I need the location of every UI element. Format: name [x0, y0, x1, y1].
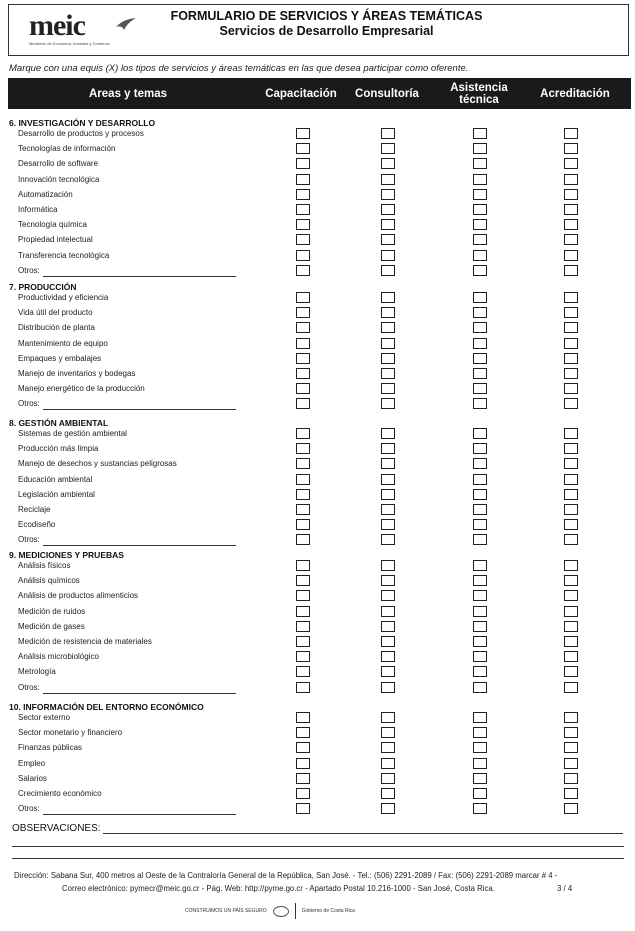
checkbox-asistencia[interactable]: [473, 265, 487, 276]
row-label: Ecodiseño: [18, 520, 56, 530]
checkbox-asistencia[interactable]: [473, 398, 487, 409]
form-row: [0, 504, 635, 519]
row-label: Empaques y embalajes: [18, 353, 102, 363]
row-label: Medición de gases: [18, 621, 85, 631]
row-label: Sector monetario y financiero: [18, 728, 123, 738]
government-emblem-icon: [273, 906, 289, 917]
checkbox-acreditacion[interactable]: [564, 338, 578, 349]
form-row: [0, 773, 635, 788]
row-label: Tecnología química: [18, 220, 87, 230]
checkbox-acreditacion[interactable]: [564, 458, 578, 469]
row-label: Automatización: [18, 189, 73, 199]
section-title: 7. PRODUCCIÓN: [9, 282, 77, 292]
checkbox-acreditacion[interactable]: [564, 803, 578, 814]
checkbox-consultoria[interactable]: [381, 489, 395, 500]
form-row: [0, 651, 635, 666]
row-label: Análisis físicos: [18, 561, 71, 570]
page-title: FORMULARIO DE SERVICIOS Y ÁREAS TEMÁTICAS: [170, 9, 483, 23]
form-row: [0, 712, 635, 727]
observaciones-line: [103, 833, 623, 834]
checkbox-asistencia[interactable]: [473, 682, 487, 693]
row-label: Informática: [18, 205, 58, 214]
form-row: [0, 636, 635, 651]
footer-government: Gobierno de Costa Rica: [301, 908, 355, 914]
checkbox-asistencia[interactable]: [473, 428, 487, 439]
checkbox-consultoria[interactable]: [381, 758, 395, 769]
checkbox-acreditacion[interactable]: [564, 758, 578, 769]
checkbox-consultoria[interactable]: [381, 322, 395, 333]
form-row: [0, 560, 635, 575]
checkbox-capacitacion[interactable]: [296, 189, 310, 200]
checkbox-asistencia[interactable]: [473, 727, 487, 738]
checkbox-capacitacion[interactable]: [296, 443, 310, 454]
checkbox-capacitacion[interactable]: [296, 560, 310, 571]
otros-input-line[interactable]: [43, 409, 236, 410]
checkbox-capacitacion[interactable]: [296, 712, 310, 723]
row-label: Otros:: [18, 399, 40, 409]
checkbox-capacitacion[interactable]: [296, 534, 310, 545]
checkbox-consultoria[interactable]: [381, 219, 395, 230]
form-row: [0, 803, 635, 818]
checkbox-acreditacion[interactable]: [564, 143, 578, 154]
checkbox-consultoria[interactable]: [381, 368, 395, 379]
divider: [295, 903, 296, 919]
row-label: Análisis de productos alimenticios: [18, 591, 139, 601]
form-row: [0, 353, 635, 368]
row-label: Manejo de desechos y sustancias peligrosas: [18, 459, 177, 469]
checkbox-asistencia[interactable]: [473, 773, 487, 784]
checkbox-capacitacion[interactable]: [296, 621, 310, 632]
checkbox-consultoria[interactable]: [381, 428, 395, 439]
checkbox-capacitacion[interactable]: [296, 143, 310, 154]
checkbox-asistencia[interactable]: [473, 143, 487, 154]
checkbox-asistencia[interactable]: [473, 651, 487, 662]
form-row: [0, 307, 635, 322]
form-row: [0, 458, 635, 473]
otros-input-line[interactable]: [43, 814, 236, 815]
checkbox-asistencia[interactable]: [473, 489, 487, 500]
checkbox-consultoria[interactable]: [381, 443, 395, 454]
checkbox-acreditacion[interactable]: [564, 636, 578, 647]
form-row: [0, 621, 635, 636]
form-row: [0, 428, 635, 443]
checkbox-capacitacion[interactable]: [296, 590, 310, 601]
row-label: Productividad y eficiencia: [18, 293, 109, 302]
checkbox-capacitacion[interactable]: [296, 682, 310, 693]
form-row: [0, 322, 635, 337]
checkbox-consultoria[interactable]: [381, 742, 395, 753]
checkbox-consultoria[interactable]: [381, 788, 395, 799]
checkbox-consultoria[interactable]: [381, 143, 395, 154]
form-row: [0, 682, 635, 697]
checkbox-acreditacion[interactable]: [564, 174, 578, 185]
form-row: [0, 174, 635, 189]
row-label: Producción más limpia: [18, 444, 99, 454]
row-label: Medición de resistencia de materiales: [18, 637, 152, 646]
column-asistencia-line1: Asistencia: [450, 81, 508, 94]
checkbox-acreditacion[interactable]: [564, 368, 578, 379]
form-row: [0, 383, 635, 398]
checkbox-acreditacion[interactable]: [564, 666, 578, 677]
form-row: [0, 158, 635, 173]
instructions-text: Marque con una equis (X) los tipos de servicios y áreas temáticas en las que desea participar como oferente.: [9, 63, 469, 74]
form-row: [0, 204, 635, 219]
checkbox-capacitacion[interactable]: [296, 489, 310, 500]
row-label: Salarios: [18, 773, 47, 783]
checkbox-capacitacion[interactable]: [296, 666, 310, 677]
column-consultoria: Consultoría: [355, 87, 419, 100]
row-label: Sector externo: [18, 713, 71, 722]
checkbox-consultoria[interactable]: [381, 504, 395, 515]
checkbox-consultoria[interactable]: [381, 636, 395, 647]
checkbox-capacitacion[interactable]: [296, 428, 310, 439]
checkbox-consultoria[interactable]: [381, 189, 395, 200]
footer-logos: [185, 903, 355, 919]
checkbox-acreditacion[interactable]: [564, 489, 578, 500]
checkbox-acreditacion[interactable]: [564, 353, 578, 364]
otros-input-line[interactable]: [43, 693, 236, 694]
form-row: [0, 398, 635, 413]
form-row: [0, 143, 635, 158]
checkbox-capacitacion[interactable]: [296, 474, 310, 485]
row-label: Análisis microbiológico: [18, 652, 99, 662]
checkbox-asistencia[interactable]: [473, 788, 487, 799]
checkbox-capacitacion[interactable]: [296, 292, 310, 303]
row-label: Otros:: [18, 265, 40, 275]
row-label: Tecnologías de información: [18, 144, 116, 154]
row-label: Sistemas de gestión ambiental: [18, 429, 127, 438]
row-label: Otros:: [18, 804, 40, 814]
checkbox-consultoria[interactable]: [381, 338, 395, 349]
form-row: [0, 519, 635, 534]
checkbox-asistencia[interactable]: [473, 353, 487, 364]
checkbox-acreditacion[interactable]: [564, 621, 578, 632]
checkbox-asistencia[interactable]: [473, 519, 487, 530]
checkbox-asistencia[interactable]: [473, 158, 487, 169]
row-label: Propiedad intelectual: [18, 235, 93, 245]
row-label: Metrología: [18, 667, 56, 677]
checkbox-consultoria[interactable]: [381, 519, 395, 530]
checkbox-capacitacion[interactable]: [296, 773, 310, 784]
checkbox-consultoria[interactable]: [381, 383, 395, 394]
observaciones-label: OBSERVACIONES:: [12, 823, 101, 834]
form-row: [0, 666, 635, 681]
checkbox-asistencia[interactable]: [473, 383, 487, 394]
checkbox-consultoria[interactable]: [381, 158, 395, 169]
checkbox-acreditacion[interactable]: [564, 682, 578, 693]
checkbox-asistencia[interactable]: [473, 803, 487, 814]
checkbox-capacitacion[interactable]: [296, 636, 310, 647]
table-header: [8, 78, 631, 109]
row-label: Distribución de planta: [18, 323, 95, 333]
footer-tagline: CONSTRUIMOS UN PAÍS SEGURO: [185, 908, 267, 914]
checkbox-consultoria[interactable]: [381, 773, 395, 784]
checkbox-acreditacion[interactable]: [564, 773, 578, 784]
checkbox-acreditacion[interactable]: [564, 606, 578, 617]
observaciones-line: [12, 858, 624, 859]
checkbox-asistencia[interactable]: [473, 322, 487, 333]
checkbox-acreditacion[interactable]: [564, 651, 578, 662]
checkbox-capacitacion[interactable]: [296, 742, 310, 753]
checkbox-acreditacion[interactable]: [564, 265, 578, 276]
checkbox-acreditacion[interactable]: [564, 307, 578, 318]
checkbox-capacitacion[interactable]: [296, 651, 310, 662]
section-title: 10. INFORMACIÓN DEL ENTORNO ECONÓMICO: [9, 702, 204, 712]
checkbox-capacitacion[interactable]: [296, 727, 310, 738]
checkbox-consultoria[interactable]: [381, 651, 395, 662]
checkbox-asistencia[interactable]: [473, 292, 487, 303]
checkbox-capacitacion[interactable]: [296, 504, 310, 515]
checkbox-consultoria[interactable]: [381, 590, 395, 601]
checkbox-asistencia[interactable]: [473, 534, 487, 545]
checkbox-acreditacion[interactable]: [564, 322, 578, 333]
checkbox-capacitacion[interactable]: [296, 788, 310, 799]
form-row: [0, 443, 635, 458]
checkbox-capacitacion[interactable]: [296, 758, 310, 769]
checkbox-capacitacion[interactable]: [296, 398, 310, 409]
checkbox-acreditacion[interactable]: [564, 292, 578, 303]
section-title: 9. MEDICIONES Y PRUEBAS: [9, 550, 124, 560]
form-row: [0, 250, 635, 265]
checkbox-capacitacion[interactable]: [296, 606, 310, 617]
checkbox-asistencia[interactable]: [473, 219, 487, 230]
logo-bird-icon: [115, 17, 137, 31]
checkbox-acreditacion[interactable]: [564, 234, 578, 245]
footer-contact: Correo electrónico: pymecr@meic.go.cr - Pág. Web: http://pyme.go.cr - Apartado Postal 10.216-1000 - San José, Costa Rica.: [62, 884, 495, 893]
checkbox-consultoria[interactable]: [381, 398, 395, 409]
checkbox-consultoria[interactable]: [381, 606, 395, 617]
form-row: [0, 189, 635, 204]
observaciones-line: [12, 846, 624, 847]
checkbox-consultoria[interactable]: [381, 727, 395, 738]
checkbox-acreditacion[interactable]: [564, 575, 578, 586]
column-acreditacion: Acreditación: [540, 87, 610, 100]
checkbox-capacitacion[interactable]: [296, 265, 310, 276]
checkbox-asistencia[interactable]: [473, 458, 487, 469]
logo-text: meic: [29, 9, 85, 42]
page-number: 3 / 4: [557, 884, 573, 893]
checkbox-asistencia[interactable]: [473, 250, 487, 261]
checkbox-consultoria[interactable]: [381, 682, 395, 693]
form-row: [0, 219, 635, 234]
form-row: [0, 128, 635, 143]
form-row: [0, 727, 635, 742]
form-row: [0, 234, 635, 249]
checkbox-asistencia[interactable]: [473, 636, 487, 647]
checkbox-consultoria[interactable]: [381, 621, 395, 632]
column-areas: Areas y temas: [89, 87, 167, 100]
checkbox-capacitacion[interactable]: [296, 219, 310, 230]
checkbox-consultoria[interactable]: [381, 666, 395, 677]
row-label: Otros:: [18, 682, 40, 692]
checkbox-capacitacion[interactable]: [296, 519, 310, 530]
row-label: Desarrollo de productos y procesos: [18, 129, 144, 138]
footer-address: Dirección: Sabana Sur, 400 metros al Oeste de la Contraloría General de la República, San José. - Tel.: (506) 2291-2089 / Fax: (506) 2291-2089 marcar # 4 -: [14, 871, 558, 880]
row-label: Vida útil del producto: [18, 308, 93, 318]
checkbox-capacitacion[interactable]: [296, 575, 310, 586]
checkbox-capacitacion[interactable]: [296, 174, 310, 185]
checkbox-consultoria[interactable]: [381, 265, 395, 276]
checkbox-capacitacion[interactable]: [296, 307, 310, 318]
checkbox-consultoria[interactable]: [381, 292, 395, 303]
column-capacitacion: Capacitación: [265, 87, 337, 100]
checkbox-capacitacion[interactable]: [296, 368, 310, 379]
form-row: [0, 742, 635, 757]
checkbox-consultoria[interactable]: [381, 575, 395, 586]
otros-input-line[interactable]: [43, 545, 236, 546]
checkbox-acreditacion[interactable]: [564, 519, 578, 530]
checkbox-asistencia[interactable]: [473, 666, 487, 677]
row-label: Finanzas públicas: [18, 743, 83, 753]
checkbox-asistencia[interactable]: [473, 307, 487, 318]
checkbox-acreditacion[interactable]: [564, 727, 578, 738]
checkbox-consultoria[interactable]: [381, 234, 395, 245]
checkbox-acreditacion[interactable]: [564, 504, 578, 515]
checkbox-asistencia[interactable]: [473, 606, 487, 617]
checkbox-asistencia[interactable]: [473, 590, 487, 601]
row-label: Desarrollo de software: [18, 159, 99, 169]
checkbox-capacitacion[interactable]: [296, 322, 310, 333]
checkbox-capacitacion[interactable]: [296, 383, 310, 394]
checkbox-acreditacion[interactable]: [564, 219, 578, 230]
checkbox-asistencia[interactable]: [473, 174, 487, 185]
checkbox-asistencia[interactable]: [473, 443, 487, 454]
form-row: [0, 338, 635, 353]
checkbox-asistencia[interactable]: [473, 234, 487, 245]
checkbox-acreditacion[interactable]: [564, 590, 578, 601]
checkbox-capacitacion[interactable]: [296, 458, 310, 469]
form-row: [0, 534, 635, 549]
row-label: Empleo: [18, 758, 46, 768]
checkbox-acreditacion[interactable]: [564, 742, 578, 753]
row-label: Legislación ambiental: [18, 489, 95, 499]
checkbox-asistencia[interactable]: [473, 621, 487, 632]
section-title: 6. INVESTIGACIÓN Y DESARROLLO: [9, 118, 156, 128]
row-label: Reciclaje: [18, 505, 51, 514]
checkbox-capacitacion[interactable]: [296, 353, 310, 364]
form-header: [8, 4, 629, 56]
checkbox-capacitacion[interactable]: [296, 234, 310, 245]
checkbox-asistencia[interactable]: [473, 368, 487, 379]
checkbox-consultoria[interactable]: [381, 560, 395, 571]
page-subtitle: Servicios de Desarrollo Empresarial: [219, 24, 434, 38]
checkbox-acreditacion[interactable]: [564, 189, 578, 200]
checkbox-capacitacion[interactable]: [296, 158, 310, 169]
otros-input-line[interactable]: [43, 276, 236, 277]
row-label: Otros:: [18, 535, 40, 545]
checkbox-asistencia[interactable]: [473, 560, 487, 571]
row-label: Mantenimiento de equipo: [18, 338, 108, 348]
column-asistencia-tecnica: [435, 78, 523, 109]
form-row: [0, 489, 635, 504]
checkbox-asistencia[interactable]: [473, 189, 487, 200]
checkbox-asistencia[interactable]: [473, 742, 487, 753]
checkbox-capacitacion[interactable]: [296, 128, 310, 139]
checkbox-consultoria[interactable]: [381, 307, 395, 318]
checkbox-acreditacion[interactable]: [564, 712, 578, 723]
row-label: Manejo de inventarios y bodegas: [18, 369, 136, 378]
checkbox-capacitacion[interactable]: [296, 204, 310, 215]
checkbox-asistencia[interactable]: [473, 128, 487, 139]
form-row: [0, 788, 635, 803]
checkbox-acreditacion[interactable]: [564, 788, 578, 799]
row-label: Medición de ruidos: [18, 606, 86, 616]
checkbox-acreditacion[interactable]: [564, 383, 578, 394]
checkbox-asistencia[interactable]: [473, 575, 487, 586]
form-row: [0, 758, 635, 773]
checkbox-consultoria[interactable]: [381, 174, 395, 185]
checkbox-consultoria[interactable]: [381, 250, 395, 261]
form-row: [0, 474, 635, 489]
checkbox-capacitacion[interactable]: [296, 250, 310, 261]
checkbox-asistencia[interactable]: [473, 504, 487, 515]
checkbox-capacitacion[interactable]: [296, 338, 310, 349]
checkbox-acreditacion[interactable]: [564, 398, 578, 409]
row-label: Transferencia tecnológica: [18, 250, 110, 260]
checkbox-consultoria[interactable]: [381, 128, 395, 139]
checkbox-acreditacion[interactable]: [564, 128, 578, 139]
form-row: [0, 606, 635, 621]
checkbox-consultoria[interactable]: [381, 474, 395, 485]
row-label: Análisis químicos: [18, 576, 80, 586]
checkbox-asistencia[interactable]: [473, 758, 487, 769]
row-label: Innovación tecnológica: [18, 174, 100, 184]
meic-logo: [29, 11, 139, 51]
row-label: Crecimiento económico: [18, 789, 102, 798]
row-label: Educación ambiental: [18, 474, 93, 484]
form-row: [0, 265, 635, 280]
column-asistencia-line2: técnica: [459, 93, 499, 106]
checkbox-capacitacion[interactable]: [296, 803, 310, 814]
checkbox-consultoria[interactable]: [381, 534, 395, 545]
checkbox-acreditacion[interactable]: [564, 474, 578, 485]
form-row: [0, 590, 635, 605]
checkbox-acreditacion[interactable]: [564, 250, 578, 261]
checkbox-acreditacion[interactable]: [564, 443, 578, 454]
row-label: Manejo energético de la producción: [18, 384, 145, 394]
checkbox-acreditacion[interactable]: [564, 158, 578, 169]
checkbox-acreditacion[interactable]: [564, 204, 578, 215]
checkbox-consultoria[interactable]: [381, 458, 395, 469]
checkbox-asistencia[interactable]: [473, 712, 487, 723]
checkbox-consultoria[interactable]: [381, 803, 395, 814]
section-title: 8. GESTIÓN AMBIENTAL: [9, 418, 109, 428]
checkbox-asistencia[interactable]: [473, 474, 487, 485]
form-row: [0, 368, 635, 383]
checkbox-acreditacion[interactable]: [564, 560, 578, 571]
checkbox-consultoria[interactable]: [381, 204, 395, 215]
form-row: [0, 292, 635, 307]
checkbox-acreditacion[interactable]: [564, 534, 578, 545]
checkbox-acreditacion[interactable]: [564, 428, 578, 439]
checkbox-consultoria[interactable]: [381, 712, 395, 723]
form-row: [0, 575, 635, 590]
logo-subtext: Ministerio de Economía, Industria y Comercio: [29, 41, 110, 46]
checkbox-asistencia[interactable]: [473, 338, 487, 349]
checkbox-asistencia[interactable]: [473, 204, 487, 215]
checkbox-consultoria[interactable]: [381, 353, 395, 364]
